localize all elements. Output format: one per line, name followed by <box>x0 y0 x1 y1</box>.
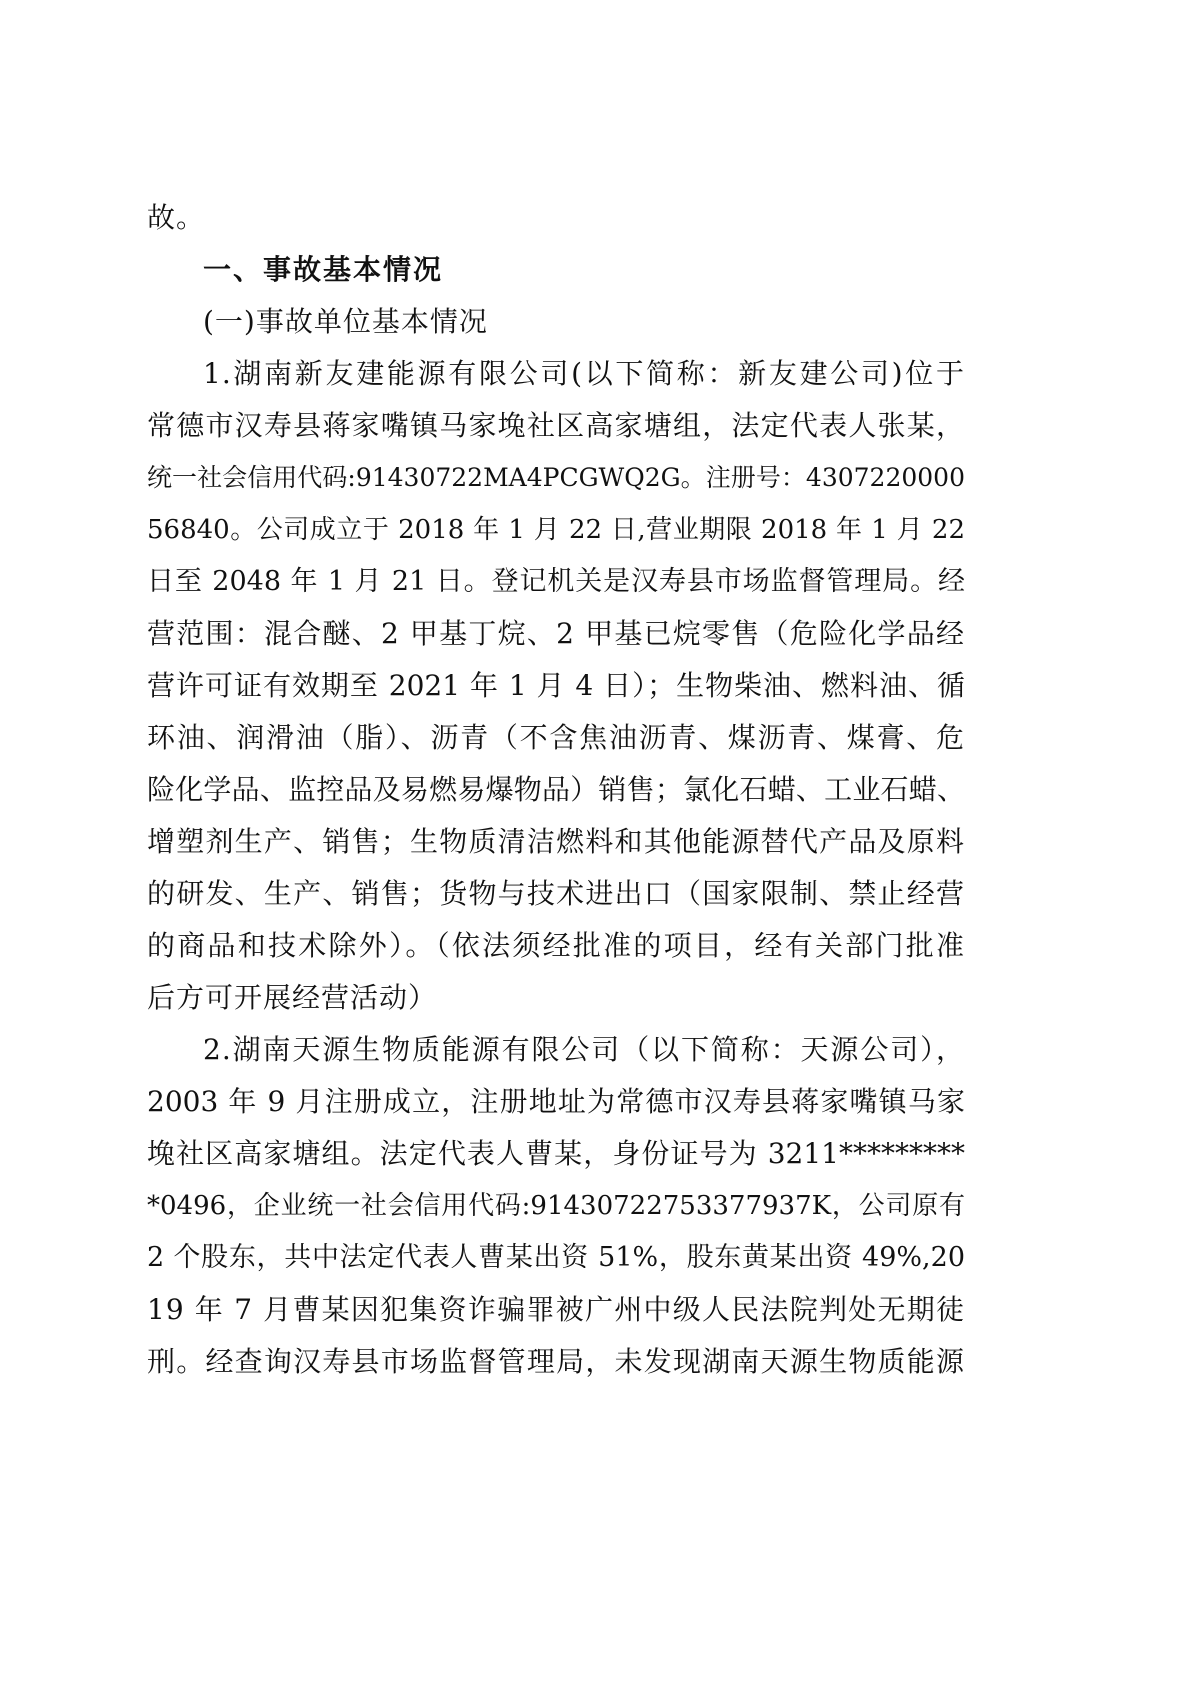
paragraph-2-line: 2.湖南天源生物质能源有限公司（以下简称：天源公司）， <box>203 1033 965 1066</box>
paragraph-1-line: 后方可开展经营活动） <box>147 981 438 1014</box>
paragraph-1-line: 险化学品、监控品及易燃易爆物品）销售；氯化石蜡、工业石蜡、 <box>147 773 965 806</box>
paragraph-2-line: 19 年 7 月曹某因犯集资诈骗罪被广州中级人民法院判处无期徒 <box>147 1293 965 1326</box>
paragraph-1-line: 的商品和技术除外）。（依法须经批准的项目，经有关部门批准 <box>147 929 965 962</box>
subsection-heading: (一)事故单位基本情况 <box>203 305 488 338</box>
paragraph-1-line: 1.湖南新友建能源有限公司(以下简称：新友建公司)位于 <box>203 357 965 390</box>
paragraph-2-line: 堍社区高家塘组。法定代表人曹某，身份证号为 3211********* <box>147 1137 965 1170</box>
continuation-text: 故。 <box>147 201 206 234</box>
paragraph-1-line: 增塑剂生产、销售；生物质清洁燃料和其他能源替代产品及原料 <box>147 825 965 858</box>
paragraph-1-line: 统一社会信用代码:91430722MA4PCGWQ2G。注册号：4307220000 <box>147 463 965 492</box>
paragraph-1-line: 营许可证有效期至 2021 年 1 月 4 日）；生物柴油、燃料油、循 <box>147 669 965 702</box>
paragraph-2-line: 2 个股东，共中法定代表人曹某出资 51%，股东黄某出资 49%,20 <box>147 1242 965 1273</box>
section-heading: 一、事故基本情况 <box>203 253 444 286</box>
paragraph-2-line: 2003 年 9 月注册成立，注册地址为常德市汉寿县蒋家嘴镇马家 <box>147 1085 965 1118</box>
paragraph-1-line: 常德市汉寿县蒋家嘴镇马家堍社区高家塘组，法定代表人张某， <box>147 409 965 442</box>
paragraph-1-line: 营范围：混合醚、2 甲基丁烷、2 甲基已烷零售（危险化学品经 <box>147 617 965 650</box>
paragraph-2-line: 刑。经查询汉寿县市场监督管理局，未发现湖南天源生物质能源 <box>147 1345 965 1378</box>
paragraph-1-line: 日至 2048 年 1 月 21 日。登记机关是汉寿县市场监督管理局。经 <box>147 566 965 597</box>
paragraph-2-line: *0496，企业统一社会信用代码:91430722753377937K，公司原有 <box>147 1191 965 1221</box>
paragraph-1-line: 56840。公司成立于 2018 年 1 月 22 日,营业期限 2018 年 1 月 22 <box>147 515 965 545</box>
paragraph-1-line: 的研发、生产、销售；货物与技术进出口（国家限制、禁止经营 <box>147 877 965 910</box>
paragraph-1-line: 环油、润滑油（脂）、沥青（不含焦油沥青、煤沥青、煤膏、危 <box>147 721 965 754</box>
